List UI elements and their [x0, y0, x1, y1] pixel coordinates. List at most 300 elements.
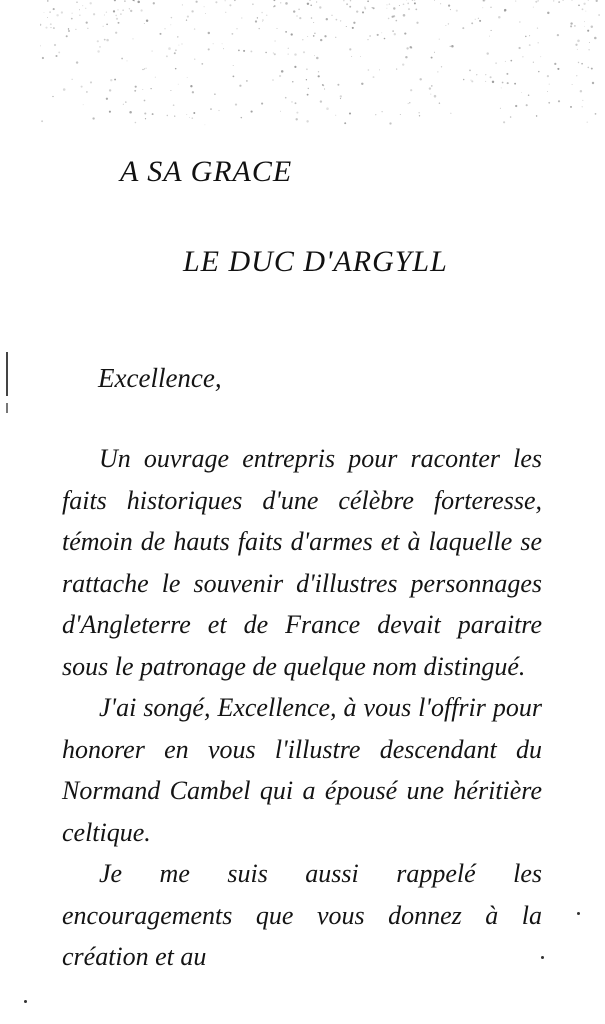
speckle: [53, 8, 55, 10]
speckle: [349, 112, 351, 114]
speckle: [104, 39, 106, 41]
speckle: [134, 90, 136, 92]
speckle: [368, 69, 370, 71]
speckle: [40, 45, 41, 47]
speckle: [144, 112, 146, 114]
speckle: [155, 77, 156, 78]
stray-dot: [24, 1000, 27, 1003]
speckle: [85, 8, 86, 9]
speckle: [491, 30, 492, 31]
speckle: [396, 20, 398, 22]
speckle: [510, 116, 512, 118]
speckle: [372, 7, 373, 8]
speckle: [141, 9, 143, 11]
speckle: [50, 27, 51, 28]
speckle: [533, 62, 534, 63]
speckle: [485, 81, 486, 82]
speckle: [451, 45, 454, 48]
speckle: [529, 35, 530, 36]
speckle: [45, 27, 47, 29]
speckle: [132, 38, 133, 39]
speckle: [76, 61, 78, 63]
speckle: [129, 111, 132, 114]
speckle: [349, 6, 351, 8]
speckle: [257, 17, 258, 18]
speckle: [346, 3, 348, 5]
speckle: [316, 57, 319, 60]
speckle: [558, 100, 560, 102]
speckle: [384, 38, 386, 40]
speckle: [41, 120, 43, 122]
speckle: [412, 0, 414, 1]
speckle: [204, 124, 205, 125]
speckle: [448, 23, 449, 24]
speckle: [406, 0, 407, 1]
speckle: [373, 7, 375, 9]
speckle: [557, 68, 559, 70]
speckle: [554, 63, 556, 65]
speckle: [313, 22, 314, 23]
speckle: [419, 112, 420, 113]
speckle: [294, 66, 296, 68]
speckle: [106, 24, 108, 26]
speckle: [103, 26, 104, 27]
speckle: [439, 102, 440, 103]
speckle: [296, 118, 298, 120]
speckle: [115, 32, 117, 34]
speckle: [356, 10, 358, 12]
speckle: [429, 87, 431, 89]
speckle: [557, 34, 559, 36]
speckle: [90, 81, 92, 83]
speckle: [314, 33, 315, 34]
speckle: [502, 82, 504, 84]
speckle: [273, 52, 274, 53]
speckle: [501, 87, 502, 88]
speckle: [285, 31, 287, 33]
speckle: [40, 24, 41, 26]
speckle: [272, 79, 274, 81]
speckle: [115, 15, 117, 17]
speckle: [414, 0, 415, 1]
speckle: [79, 15, 80, 16]
speckle: [125, 101, 127, 103]
speckle: [146, 20, 148, 22]
speckle: [475, 19, 476, 20]
speckle: [393, 15, 395, 17]
speckle: [306, 79, 307, 80]
speckle: [182, 4, 183, 5]
speckle: [538, 71, 539, 72]
speckle: [400, 114, 401, 115]
speckle: [505, 61, 506, 62]
speckle: [504, 9, 506, 11]
speckle: [204, 6, 205, 7]
speckle: [86, 21, 88, 23]
speckle: [168, 47, 171, 50]
speckle: [237, 28, 238, 29]
speckle: [549, 84, 550, 85]
speckle: [369, 35, 370, 36]
speckle: [61, 11, 63, 13]
speckle: [296, 112, 298, 114]
speckle: [407, 3, 409, 5]
speckle: [130, 10, 132, 12]
speckle: [118, 9, 119, 10]
speckle: [431, 85, 433, 87]
speckle: [53, 27, 55, 29]
speckle: [570, 106, 572, 108]
speckle: [324, 88, 325, 89]
speckle: [403, 3, 405, 5]
speckle: [308, 88, 309, 89]
dedication-line-2: LE DUC D'ARGYLL: [183, 245, 448, 278]
speckle: [596, 0, 598, 2]
speckle: [311, 17, 313, 19]
speckle: [387, 4, 388, 5]
speckle: [144, 68, 145, 69]
speckle: [419, 78, 421, 80]
speckle: [594, 37, 597, 40]
speckle: [79, 9, 80, 10]
speckle: [364, 7, 365, 8]
speckle: [389, 3, 391, 5]
speckle: [52, 96, 53, 97]
speckle: [583, 3, 585, 5]
speckle: [381, 32, 382, 33]
speckle: [174, 52, 176, 54]
speckle: [571, 0, 572, 1]
speckle: [377, 34, 379, 36]
speckle: [585, 11, 586, 12]
speckle: [332, 15, 333, 16]
speckle: [450, 113, 451, 114]
speckle: [463, 79, 465, 81]
speckle: [478, 18, 479, 19]
speckle: [121, 58, 123, 60]
speckle: [238, 50, 240, 52]
speckle: [175, 49, 177, 51]
speckle: [186, 19, 187, 20]
speckle: [178, 45, 179, 46]
speckle: [280, 2, 281, 3]
speckle: [201, 63, 203, 65]
speckle: [192, 91, 194, 93]
speckle: [403, 14, 406, 17]
speckle: [194, 28, 195, 29]
speckle: [144, 100, 146, 102]
speckle: [93, 13, 95, 15]
speckle: [166, 55, 168, 57]
speckle: [86, 91, 87, 92]
speckle: [279, 75, 281, 77]
speckle: [350, 0, 351, 1]
speckle: [298, 8, 300, 10]
speckle: [492, 81, 494, 83]
speckle: [514, 83, 516, 85]
speckle: [280, 111, 281, 112]
speckle: [145, 118, 146, 119]
speckle: [489, 36, 490, 37]
speckle: [309, 0, 310, 1]
speckle: [68, 28, 69, 29]
speckle: [450, 9, 451, 10]
speckle: [476, 74, 477, 75]
speckle: [233, 76, 235, 78]
speckle: [152, 113, 154, 115]
speckle: [225, 12, 226, 13]
speckle: [574, 25, 576, 27]
speckle: [174, 115, 175, 116]
speckle: [118, 22, 120, 24]
speckle: [243, 50, 245, 52]
speckle: [469, 70, 471, 72]
speckle: [135, 86, 137, 88]
speckle: [319, 6, 321, 8]
speckle: [42, 57, 44, 59]
paragraph-2: J'ai songé, Excellence, à vous l'offrir pour honorer en vous l'illustre descendant du Normand Cambel qui a épousé une héritière celtique.: [62, 693, 542, 847]
speckle: [587, 67, 589, 69]
speckle: [495, 62, 497, 64]
speckle: [288, 48, 289, 49]
speckle: [306, 68, 308, 70]
speckle: [306, 120, 308, 122]
speckle: [47, 17, 48, 18]
speckle: [537, 42, 538, 43]
speckle: [296, 15, 297, 16]
speckle: [351, 56, 352, 57]
speckle: [410, 47, 412, 49]
speckle: [49, 11, 51, 13]
speckle: [291, 101, 293, 103]
speckle: [343, 0, 344, 1]
speckle: [394, 33, 396, 35]
speckle: [83, 104, 84, 105]
speckle: [299, 17, 301, 19]
speckle: [396, 69, 397, 70]
speckle: [547, 75, 549, 77]
speckle: [326, 18, 328, 20]
speckle: [129, 8, 130, 9]
speckle: [208, 32, 210, 34]
speckle: [208, 48, 210, 50]
speckle: [537, 27, 538, 28]
speckle: [241, 17, 242, 18]
speckle: [68, 30, 70, 32]
speckle: [106, 12, 107, 13]
speckle: [584, 21, 585, 22]
speckle: [598, 14, 600, 16]
speckle: [127, 60, 128, 61]
speckle: [547, 12, 549, 14]
speckle: [292, 81, 293, 82]
speckle: [335, 115, 336, 116]
speckle: [310, 4, 312, 6]
speckle: [313, 35, 315, 37]
speckle: [295, 102, 297, 104]
speckle: [536, 115, 537, 116]
speckle: [122, 10, 123, 11]
speckle: [47, 0, 49, 2]
speckle: [416, 22, 418, 24]
speckle: [150, 88, 151, 89]
speckle: [109, 111, 111, 113]
speckle: [402, 63, 404, 65]
speckle: [218, 110, 219, 111]
speckle: [362, 11, 364, 13]
speckle: [434, 0, 435, 1]
speckle: [584, 26, 585, 27]
speckle: [285, 97, 287, 99]
speckle: [340, 98, 341, 99]
speckle: [137, 1, 140, 4]
speckle: [404, 33, 406, 35]
speckle: [234, 0, 235, 1]
speckle: [408, 8, 410, 10]
speckle: [533, 7, 534, 8]
speckle: [577, 40, 580, 43]
speckle: [318, 75, 320, 77]
speckle: [528, 94, 529, 95]
speckle: [320, 39, 322, 41]
speckle: [187, 77, 188, 78]
speckle: [135, 122, 137, 124]
paragraph-1: Un ouvrage entrepris pour raconter les faits historiques d'une célèbre forteresse, témoin de hauts faits d'armes et à laquelle se rattache le souvenir d'illustres personnages d'Angleterre et de France devait paraitre sous le patronage de quelque nom distingué.: [62, 444, 542, 681]
speckle: [259, 28, 260, 29]
speckle: [525, 36, 527, 38]
speckle: [72, 79, 73, 80]
speckle: [124, 0, 126, 2]
speckle: [553, 0, 554, 1]
speckle: [588, 0, 589, 1]
speckle: [72, 13, 73, 14]
speckle: [479, 20, 481, 22]
speckle: [44, 12, 45, 13]
speckle: [97, 50, 99, 52]
speckle: [92, 117, 94, 119]
speckle: [595, 113, 597, 115]
speckle: [170, 90, 171, 91]
speckle: [537, 0, 538, 1]
speckle: [445, 25, 446, 26]
speckle: [167, 115, 168, 116]
speckle: [277, 28, 278, 29]
speckle: [349, 48, 351, 50]
speckle: [210, 108, 212, 110]
speckle: [261, 12, 263, 14]
speckle: [519, 22, 520, 23]
speckle: [471, 22, 473, 24]
speckle: [153, 2, 155, 4]
speckle: [572, 84, 573, 85]
speckle: [548, 102, 550, 104]
speckle: [340, 20, 341, 21]
speckle: [506, 73, 508, 75]
speckle: [581, 63, 583, 65]
speckle: [419, 115, 420, 116]
speckle: [225, 0, 226, 1]
speckle: [291, 33, 293, 35]
speckle: [323, 85, 324, 86]
speckle: [110, 79, 112, 81]
speckle: [82, 5, 83, 6]
speckle: [500, 108, 501, 109]
speckle: [145, 68, 146, 69]
speckle: [285, 2, 288, 5]
speckle: [241, 117, 242, 118]
speckle: [337, 84, 339, 86]
speckle: [50, 23, 52, 25]
speckle: [246, 80, 248, 82]
speckle: [448, 5, 450, 7]
speckle: [326, 107, 329, 110]
speckle: [66, 35, 68, 37]
speckle: [410, 89, 412, 91]
speckle: [255, 20, 257, 22]
speckle: [340, 95, 342, 97]
speckle: [462, 27, 464, 29]
speckle: [490, 7, 491, 8]
speckle: [87, 28, 88, 29]
speckle: [316, 1, 317, 2]
speckle: [405, 56, 407, 58]
speckle: [164, 28, 165, 29]
speckle: [97, 40, 99, 42]
speckle: [215, 1, 217, 3]
speckle: [582, 8, 584, 10]
speckle: [251, 111, 253, 113]
speckle: [482, 7, 483, 8]
speckle: [487, 52, 489, 54]
speckle: [288, 54, 289, 55]
speckle: [430, 94, 431, 95]
speckle: [583, 100, 584, 101]
speckle: [177, 36, 178, 37]
stray-dot: [577, 912, 580, 915]
speckle: [120, 13, 122, 15]
speckle: [471, 80, 473, 82]
speckle: [379, 69, 380, 70]
speckle: [399, 5, 400, 6]
speckle: [434, 95, 437, 98]
speckle: [262, 19, 264, 21]
speckle: [222, 43, 223, 44]
speckle: [142, 69, 143, 70]
speckle: [361, 83, 363, 85]
speckle: [346, 26, 347, 27]
speckle: [575, 44, 577, 46]
speckle: [261, 103, 263, 105]
speckle: [521, 92, 522, 93]
speckle: [439, 39, 440, 40]
paragraph-3: Je me suis aussi rappelé les encouragements que vous donnez à la création et au: [62, 859, 542, 971]
speckle: [71, 18, 73, 20]
speckle: [302, 39, 303, 40]
speckle: [576, 75, 577, 76]
print-speckle-noise: [40, 0, 600, 130]
speckle: [535, 1, 537, 3]
speckle: [81, 86, 83, 88]
speckle: [570, 25, 572, 27]
speckle: [173, 104, 175, 106]
speckle: [307, 3, 309, 5]
speckle: [193, 112, 195, 114]
speckle: [106, 98, 108, 100]
speckle: [515, 105, 517, 107]
speckle: [592, 82, 594, 84]
speckle: [373, 76, 375, 78]
speckle: [293, 10, 295, 12]
